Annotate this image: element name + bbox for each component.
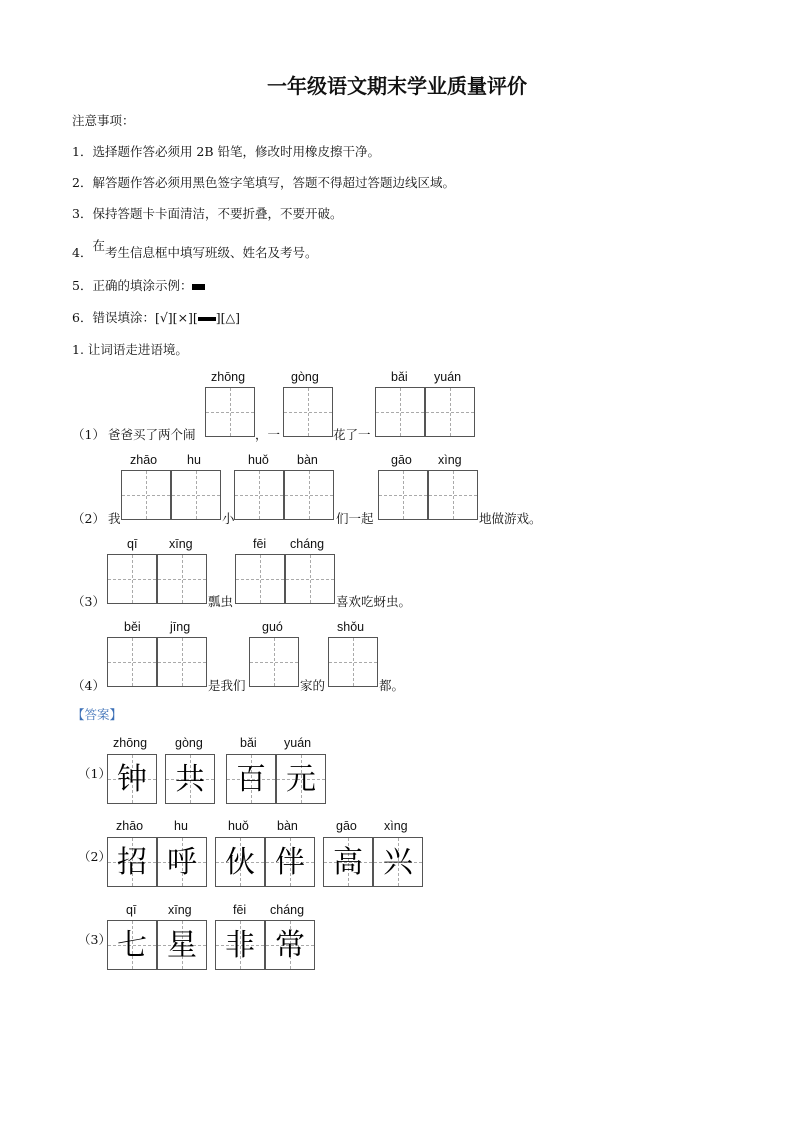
pinyin: xìng <box>384 819 408 833</box>
answer-box[interactable] <box>378 470 428 520</box>
pinyin: hu <box>174 819 188 833</box>
pinyin: yuán <box>284 736 312 750</box>
answer-char-box <box>215 837 265 887</box>
pinyin: qī <box>126 903 137 917</box>
a2-label: （2） <box>78 849 111 864</box>
pinyin: xīng <box>168 903 192 917</box>
q3-text: 喜欢吃蚜虫。 <box>336 594 412 609</box>
answer-char-box <box>107 920 157 970</box>
note-4-text: 考生信息框中填写班级、姓名及考号。 <box>104 245 318 260</box>
a1-label: （1） <box>78 766 111 781</box>
pinyin: zhāo <box>116 819 144 833</box>
answer-char: 高 <box>333 845 363 880</box>
pinyin: zhāo <box>130 453 158 467</box>
pinyin: xīng <box>169 537 193 551</box>
answer-box[interactable] <box>205 387 255 437</box>
pinyin: fēi <box>253 537 267 551</box>
note-5 <box>72 276 205 294</box>
note-1: 1．选择题作答必须用 2B 铅笔，修改时用橡皮擦干净。 <box>72 144 381 159</box>
answer-char: 招 <box>117 845 147 880</box>
pinyin: gāo <box>391 453 412 467</box>
answer-char: 七 <box>117 928 147 963</box>
answer-box[interactable] <box>107 637 157 687</box>
note-3: 3．保持答题卡卡面清洁，不要折叠，不要开破。 <box>72 206 343 221</box>
note-6-prefix: 6．错误填涂： <box>72 310 155 325</box>
q2-label: （2） <box>72 511 105 526</box>
answer-char: 兴 <box>383 845 413 880</box>
answer-box[interactable] <box>234 470 284 520</box>
answer-char-box <box>276 754 326 804</box>
answer-box[interactable] <box>235 554 285 604</box>
answer-char-box <box>165 754 215 804</box>
answer-char-box <box>157 920 207 970</box>
page-title: 一年级语文期末学业质量评价 <box>267 74 527 98</box>
pinyin: cháng <box>270 903 305 917</box>
a3-label: （3） <box>78 932 111 947</box>
answer-box[interactable] <box>375 387 425 437</box>
q1-text: ，一 <box>255 427 281 442</box>
answer-box[interactable] <box>425 387 475 437</box>
answer-char-box <box>215 920 265 970</box>
pinyin: huǒ <box>228 819 249 833</box>
answer-box[interactable] <box>157 554 207 604</box>
q1-text: 花了一 <box>333 427 371 442</box>
note-6-part-a: [√][×][ <box>154 310 198 325</box>
pinyin: gòng <box>291 370 319 384</box>
pinyin: hu <box>187 453 201 467</box>
wrong-bar-mark <box>198 317 216 321</box>
pinyin: bàn <box>277 819 298 833</box>
note-4 <box>72 238 318 261</box>
answer-char-box <box>226 754 276 804</box>
pinyin: shǒu <box>337 620 365 634</box>
answer-box[interactable] <box>157 637 207 687</box>
answer-char: 元 <box>286 762 316 797</box>
answer-char-box <box>265 837 315 887</box>
pinyin: yuán <box>434 370 462 384</box>
q2-text: 们一起 <box>336 511 374 526</box>
answer-char: 共 <box>175 762 205 797</box>
pinyin: cháng <box>290 537 325 551</box>
answer-box[interactable] <box>121 470 171 520</box>
answer-char: 非 <box>225 928 255 963</box>
note-6-part-b: ][△] <box>215 310 241 325</box>
answer-box[interactable] <box>171 470 221 520</box>
answer-char: 呼 <box>167 845 197 880</box>
answer-char-box <box>157 837 207 887</box>
q1-label: （1） <box>72 427 105 442</box>
pinyin: bàn <box>297 453 318 467</box>
pinyin: zhōng <box>113 736 148 750</box>
note-6 <box>72 308 240 326</box>
question-stem: 1. 让词语走进语境。 <box>72 342 188 357</box>
answer-box[interactable] <box>283 387 333 437</box>
q3-label: （3） <box>72 594 105 609</box>
answer-char: 百 <box>236 762 266 797</box>
answer-box[interactable] <box>249 637 299 687</box>
pinyin: gāo <box>336 819 357 833</box>
answer-box[interactable] <box>285 554 335 604</box>
answer-box[interactable] <box>284 470 334 520</box>
pinyin: xìng <box>438 453 462 467</box>
q4-text: 是我们 <box>208 678 246 693</box>
q4-text: 家的 <box>300 678 326 693</box>
answer-heading: 【答案】 <box>72 707 123 722</box>
pinyin: fēi <box>233 903 247 917</box>
note-4-number: 4． <box>72 245 93 260</box>
pinyin: bǎi <box>391 370 408 384</box>
q3-text: 瓢虫 <box>208 594 234 609</box>
answer-char-box <box>373 837 423 887</box>
answer-char-box <box>107 837 157 887</box>
answer-char-box <box>323 837 373 887</box>
answer-char: 钟 <box>117 762 147 797</box>
pinyin: qī <box>127 537 138 551</box>
q4-text: 都。 <box>379 678 405 693</box>
notes-heading: 注意事项： <box>72 113 135 128</box>
pinyin: zhōng <box>211 370 246 384</box>
q1-text: 爸爸买了两个闹 <box>108 427 196 442</box>
pinyin: jīng <box>170 620 191 634</box>
q2-text: 小 <box>222 511 235 526</box>
pinyin: gòng <box>175 736 203 750</box>
answer-char-box <box>107 754 157 804</box>
answer-char: 常 <box>275 928 305 963</box>
answer-box[interactable] <box>107 554 157 604</box>
pinyin: guó <box>262 620 283 634</box>
q4-label: （4） <box>72 678 105 693</box>
pinyin: bǎi <box>240 736 257 750</box>
note-4-small: 在 <box>92 238 105 253</box>
answer-char: 星 <box>167 928 197 963</box>
pinyin: huǒ <box>248 453 269 467</box>
q2-text: 我 <box>108 511 121 526</box>
answer-char: 伴 <box>275 845 305 880</box>
note-5-text: 5．正确的填涂示例： <box>72 278 193 293</box>
filled-example-mark <box>192 284 205 290</box>
answer-box[interactable] <box>428 470 478 520</box>
answer-box[interactable] <box>328 637 378 687</box>
pinyin: běi <box>124 620 141 634</box>
answer-char: 伙 <box>225 845 255 880</box>
q2-text: 地做游戏。 <box>479 511 542 526</box>
note-2: 2．解答题作答必须用黑色签字笔填写，答题不得超过答题边线区域。 <box>72 175 455 190</box>
answer-char-box <box>265 920 315 970</box>
